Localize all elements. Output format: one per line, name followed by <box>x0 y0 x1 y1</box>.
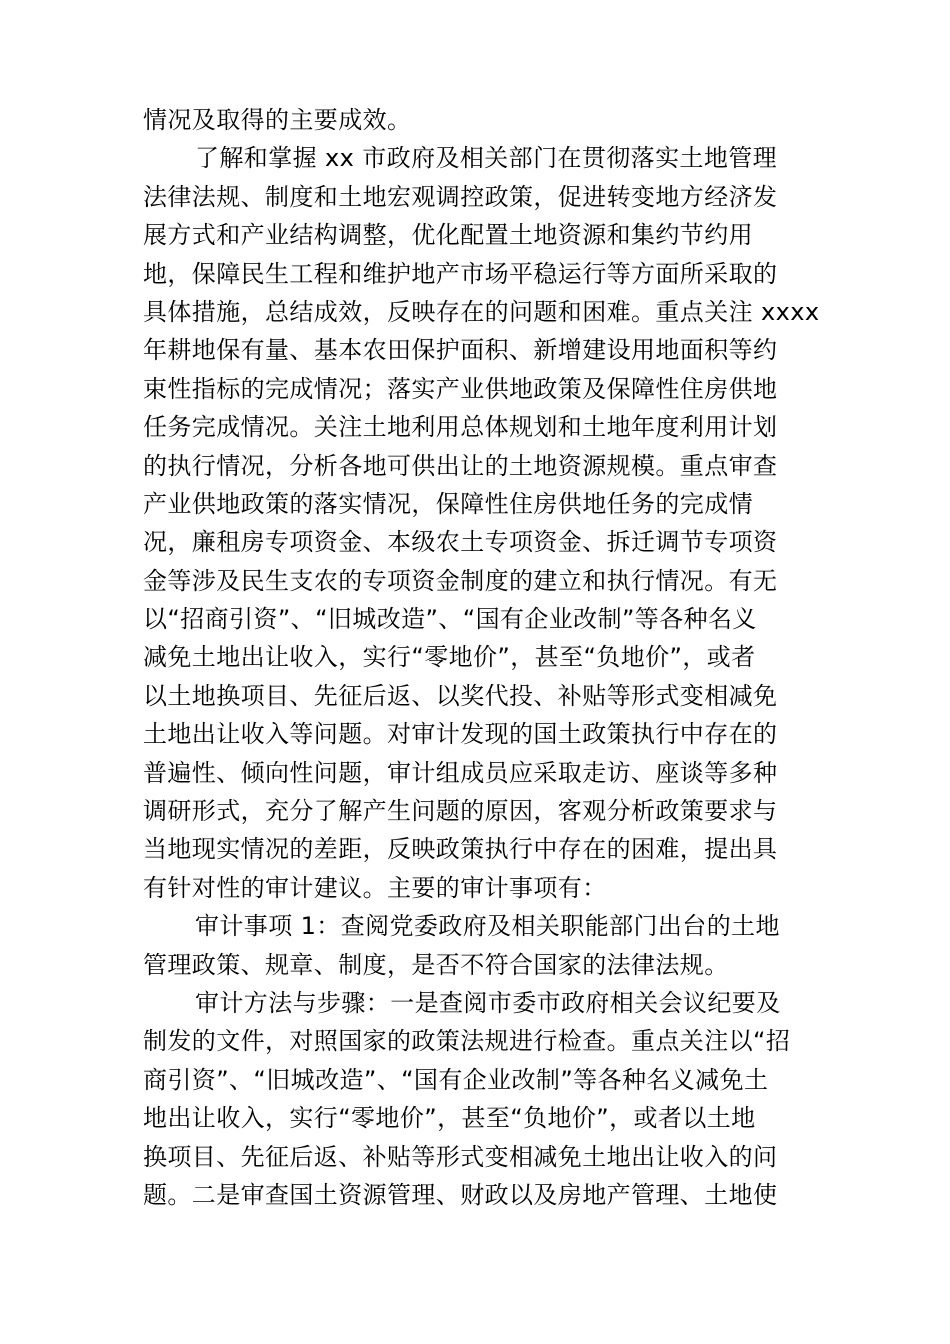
text-line: 换项目、先征后返、补贴等形式变相减免土地出让收入的问 <box>143 1142 778 1171</box>
text-line: 制发的文件，对照国家的政策法规进行检查。重点关注以“招 <box>143 1027 791 1056</box>
text-line: 当地现实情况的差距，反映政策执行中存在的困难，提出具 <box>143 835 778 864</box>
text-line: 地出让收入，实行“零地价”，甚至“负地价”，或者以土地 <box>143 1104 756 1133</box>
text-line: 以土地换项目、先征后返、以奖代投、补贴等形式变相减免 <box>143 681 778 710</box>
text-line: 减免土地出让收入，实行“零地价”，甚至“负地价”，或者 <box>143 643 756 672</box>
text-line: 普遍性、倾向性问题，审计组成员应采取走访、座谈等多种 <box>143 758 778 787</box>
document-body <box>143 101 820 1214</box>
text-line: 土地出让收入等问题。对审计发现的国土政策执行中存在的 <box>143 720 778 749</box>
text-line: 地，保障民生工程和维护地产市场平稳运行等方面所采取的 <box>143 259 778 288</box>
text-line: 年耕地保有量、基本农田保护面积、新增建设用地面积等约 <box>143 336 778 365</box>
text-line: 商引资”、“旧城改造”、“国有企业改制”等各种名义减免土 <box>143 1065 769 1094</box>
text-line: 有针对性的审计建议。主要的审计事项有： <box>143 873 607 902</box>
text-line: 况，廉租房专项资金、本级农土专项资金、拆迁调节专项资 <box>143 528 778 557</box>
text-line: 的执行情况，分析各地可供出让的土地资源规模。重点审查 <box>143 451 778 480</box>
text-line: 以“招商引资”、“旧城改造”、“国有企业改制”等各种名义 <box>143 605 757 634</box>
text-line: 管理政策、规章、制度，是否不符合国家的法律法规。 <box>143 950 729 979</box>
text-line: 展方式和产业结构调整，优化配置土地资源和集约节约用 <box>143 221 753 250</box>
text-line: 具体措施，总结成效，反映存在的问题和困难。重点关注 xxxx <box>143 297 820 326</box>
text-line: 题。二是审查国土资源管理、财政以及房地产管理、土地使 <box>143 1180 778 1209</box>
text-line: 了解和掌握 xx 市政府及相关部门在贯彻落实土地管理 <box>195 144 778 173</box>
text-line: 调研形式，充分了解产生问题的原因，客观分析政策要求与 <box>143 797 778 826</box>
text-line: 束性指标的完成情况；落实产业供地政策及保障性住房供地 <box>143 374 778 403</box>
text-line: 审计事项 1：查阅党委政府及相关职能部门出台的土地 <box>195 912 780 941</box>
text-line: 金等涉及民生支农的专项资金制度的建立和执行情况。有无 <box>143 566 778 595</box>
text-line: 法律法规、制度和土地宏观调控政策，促进转变地方经济发 <box>143 182 778 211</box>
text-line: 情况及取得的主要成效。 <box>143 106 412 134</box>
text-line: 任务完成情况。关注土地利用总体规划和土地年度利用计划 <box>143 413 778 442</box>
text-line: 产业供地政策的落实情况，保障性住房供地任务的完成情 <box>143 489 753 518</box>
text-line: 审计方法与步骤：一是查阅市委市政府相关会议纪要及 <box>195 988 781 1017</box>
